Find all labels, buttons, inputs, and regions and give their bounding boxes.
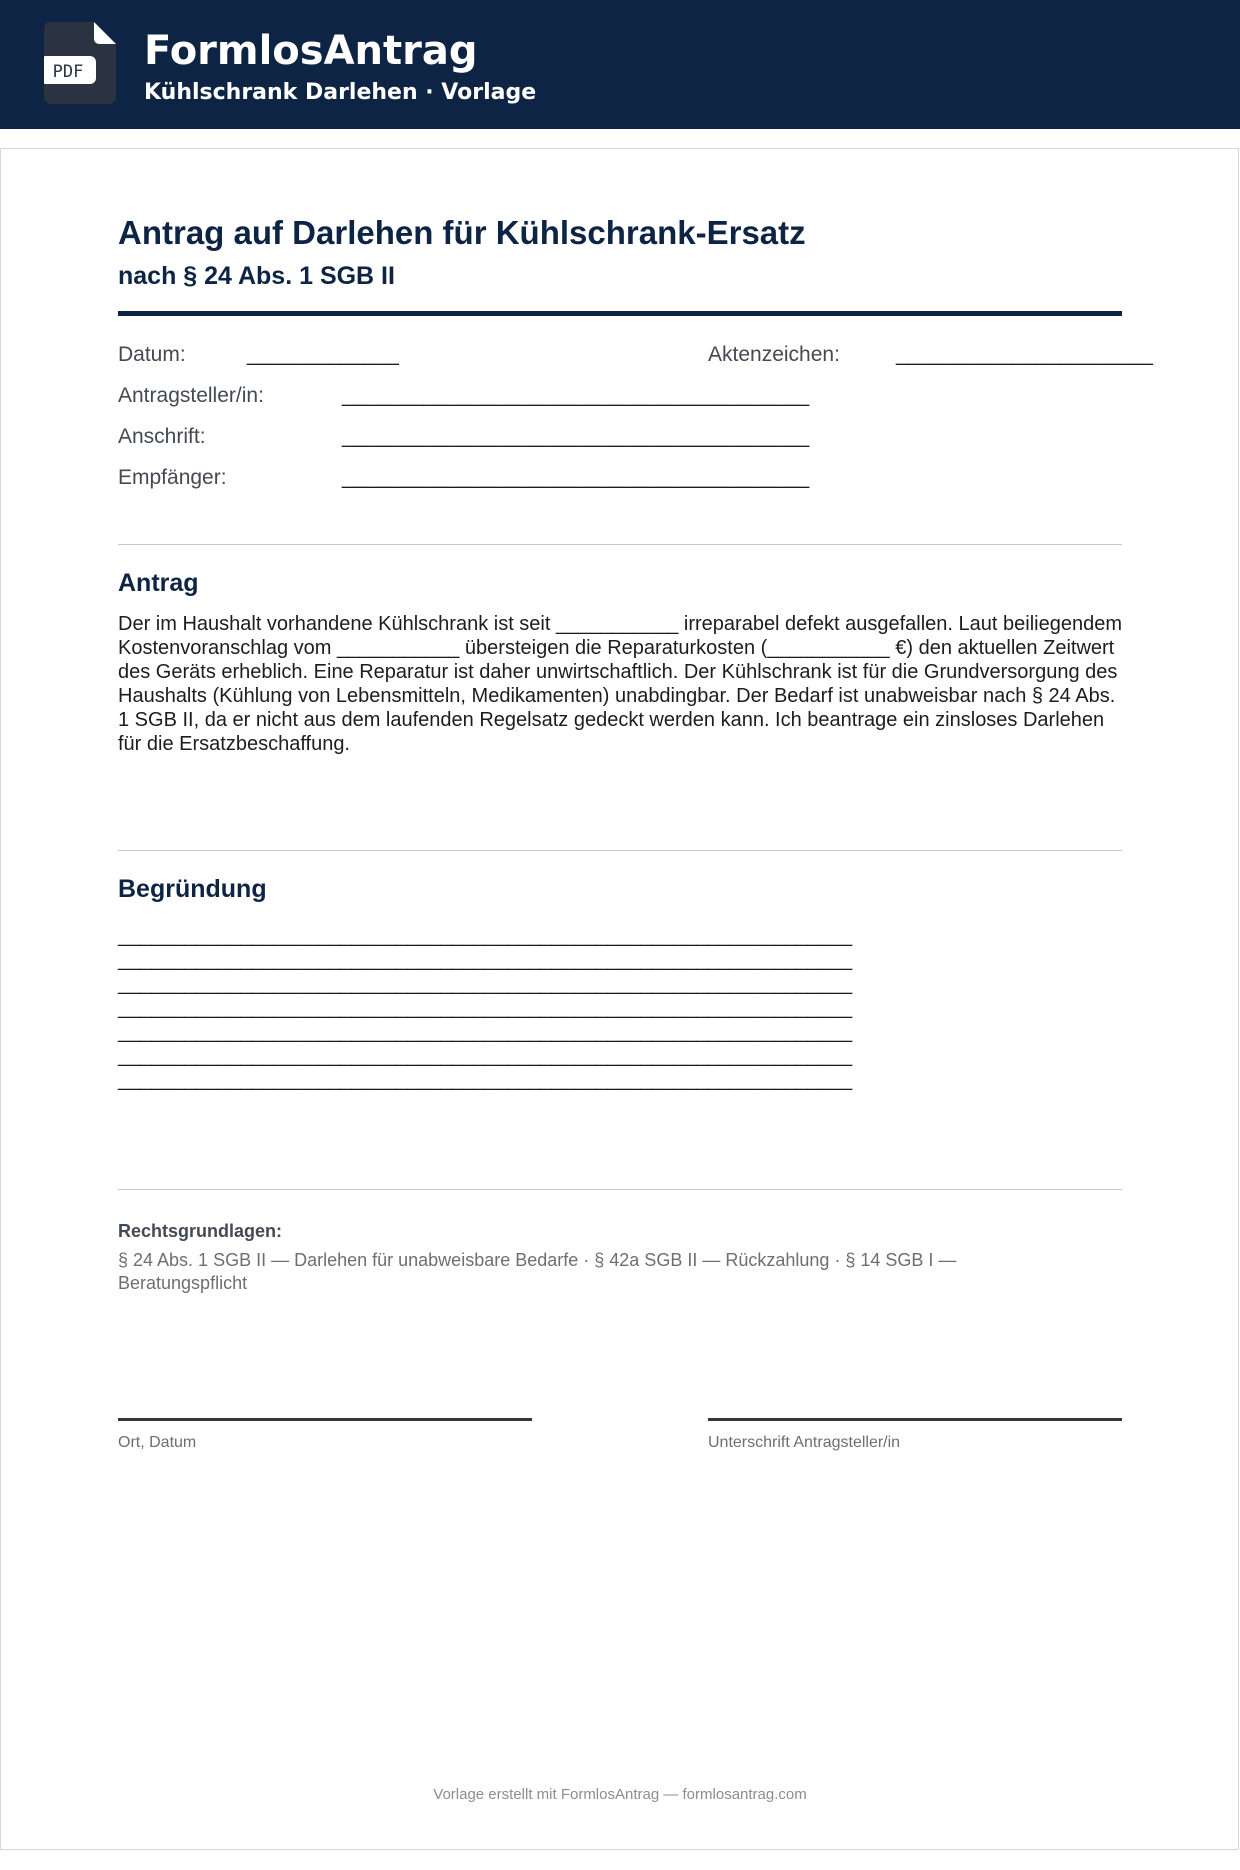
begruendung-line[interactable]: __________________________________________________________________ [118, 1045, 853, 1067]
ort-datum-label: Ort, Datum [118, 1434, 197, 1451]
page-footer: Vorlage erstellt mit FormlosAntrag — formlosantrag.com [433, 1786, 807, 1803]
document-subtitle: nach § 24 Abs. 1 SGB II [118, 262, 395, 290]
begruendung-line[interactable]: __________________________________________________________________ [118, 1021, 853, 1043]
title-divider [118, 311, 1122, 316]
empfaenger-field[interactable]: ________________________________________ [342, 466, 810, 489]
anschrift-field[interactable]: ________________________________________ [342, 425, 810, 448]
app-subtitle: Kühlschrank Darlehen · Vorlage [144, 80, 537, 105]
section-divider [118, 850, 1122, 851]
begruendung-line[interactable]: __________________________________________________________________ [118, 949, 853, 971]
section-divider [118, 1189, 1122, 1190]
begruendung-line[interactable]: __________________________________________________________________ [118, 997, 853, 1019]
begruendung-lines [118, 924, 1118, 1092]
ort-datum-signature-line[interactable] [118, 1418, 532, 1421]
pdf-icon-label: PDF [52, 62, 84, 82]
begruendung-line[interactable]: __________________________________________________________________ [118, 925, 853, 947]
app-title: FormlosAntrag [144, 28, 478, 74]
datum-label: Datum: [118, 343, 186, 366]
datum-field[interactable]: _____________ [247, 343, 399, 366]
anschrift-label: Anschrift: [118, 425, 206, 448]
legal-text: § 24 Abs. 1 SGB II — Darlehen für unabweisbare Bedarfe · § 42a SGB II — Rückzahlung · § 14 SGB I — Beratungspflicht [118, 1250, 957, 1293]
begruendung-heading: Begründung [118, 875, 267, 903]
aktenzeichen-label: Aktenzeichen: [708, 343, 840, 366]
app-header [0, 0, 1240, 129]
pdf-file-icon [44, 22, 116, 104]
legal-heading: Rechtsgrundlagen: [118, 1221, 283, 1241]
aktenzeichen-field[interactable]: ______________________ [896, 343, 1153, 366]
begruendung-line[interactable]: __________________________________________________________________ [118, 1069, 853, 1091]
document-title: Antrag auf Darlehen für Kühlschrank-Ersatz [118, 214, 806, 251]
unterschrift-signature-line[interactable] [708, 1418, 1122, 1421]
empfaenger-label: Empfänger: [118, 466, 227, 489]
antragsteller-label: Antragsteller/in: [118, 384, 264, 407]
antrag-heading: Antrag [118, 569, 199, 597]
antrag-text: Der im Haushalt vorhandene Kühlschrank ist seit ___________ irreparabel defekt ausgefallen. Laut beiliegendem Kostenvoranschlag vom ___________ übersteigen die Reparaturkosten (___________ €) den aktuellen Zeitwert des Geräts erheblich. Eine Reparatur ist daher unwirtschaftlich. Der Kühlschrank ist für die Grundversorgung des Haushalts (Kühlung von Lebensmitteln, Medikamenten) unabdingbar. Der Bedarf ist unabweisbar nach § 24 Abs. 1 SGB II, da er nicht aus dem laufenden Regelsatz gedeckt werden kann. Ich beantrage ein zinsloses Darlehen für die Ersatzbeschaffung. [118, 613, 1122, 755]
antragsteller-field[interactable]: ________________________________________ [342, 384, 810, 407]
begruendung-line[interactable]: __________________________________________________________________ [118, 973, 853, 995]
section-divider [118, 544, 1122, 545]
unterschrift-label: Unterschrift Antragsteller/in [708, 1434, 901, 1451]
